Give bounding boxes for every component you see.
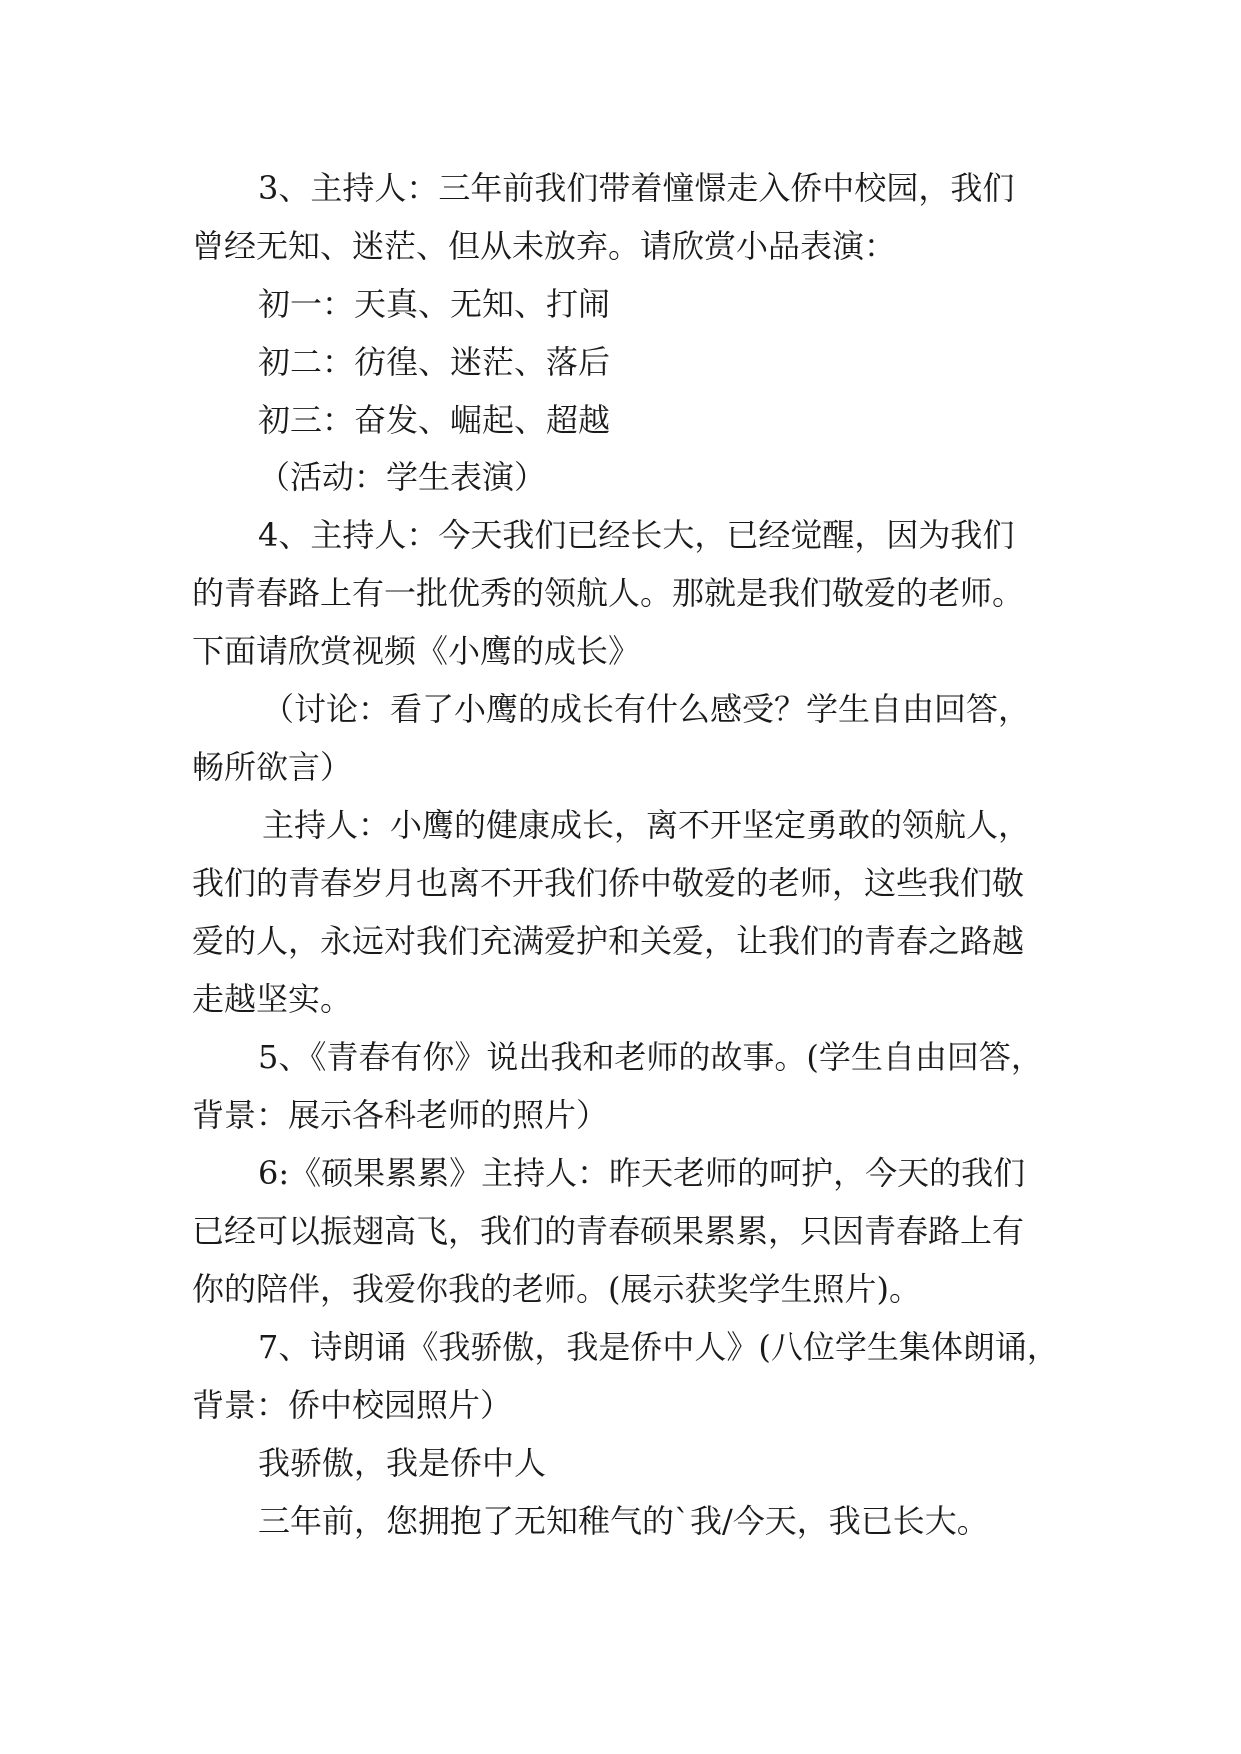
paragraph-3-line-1: 3、主持人：三年前我们带着憧憬走入侨中校园，我们: [258, 169, 1015, 207]
paragraph-4-line-1: 4、主持人：今天我们已经长大，已经觉醒，因为我们: [258, 516, 1015, 554]
paragraph-6-line-2: 已经可以振翅高飞，我们的青春硕果累累，只因青春路上有: [192, 1212, 1025, 1250]
host-line-1: 主持人：小鹰的健康成长，离不开坚定勇敢的领航人，: [262, 806, 1031, 844]
host-line-3: 爱的人，永远对我们充满爱护和关爱，让我们的青春之路越: [192, 922, 1025, 960]
host-line-4: 走越坚实。: [192, 980, 353, 1018]
paragraph-5-line-1: 5、《青春有你》说出我和老师的故事。(学生自由回答，: [258, 1038, 1043, 1076]
poem-line-1: 三年前，您拥抱了无知稚气的`我/今天，我已长大。: [258, 1502, 989, 1540]
paragraph-6-line-1: 6:《硕果累累》主持人：昨天老师的呵护，今天的我们: [258, 1154, 1026, 1192]
paragraph-7-line-1: 7、诗朗诵《我骄傲，我是侨中人》(八位学生集体朗诵，: [258, 1328, 1059, 1366]
skit-grade-1: 初一：天真、无知、打闹: [258, 285, 611, 323]
activity-note: （活动：学生表演）: [258, 458, 547, 496]
paragraph-4-line-3: 下面请欣赏视频《小鹰的成长》: [192, 632, 641, 670]
skit-grade-3: 初三：奋发、崛起、超越: [258, 401, 611, 439]
paragraph-5-line-2: 背景：展示各科老师的照片）: [192, 1096, 609, 1134]
paragraph-6-line-3: 你的陪伴，我爱你我的老师。(展示获奖学生照片)。: [192, 1270, 921, 1308]
discussion-line-2: 畅所欲言）: [192, 748, 353, 786]
discussion-line-1: （讨论：看了小鹰的成长有什么感受？学生自由回答，: [262, 690, 1031, 728]
paragraph-4-line-2: 的青春路上有一批优秀的领航人。那就是我们敬爱的老师。: [192, 574, 1025, 612]
poem-title: 我骄傲，我是侨中人: [258, 1444, 547, 1482]
skit-grade-2: 初二：彷徨、迷茫、落后: [258, 343, 611, 381]
paragraph-3-line-2: 曾经无知、迷茫、但从未放弃。请欣赏小品表演：: [192, 227, 897, 265]
host-line-2: 我们的青春岁月也离不开我们侨中敬爱的老师，这些我们敬: [192, 864, 1025, 902]
paragraph-7-line-2: 背景：侨中校园照片）: [192, 1386, 513, 1424]
